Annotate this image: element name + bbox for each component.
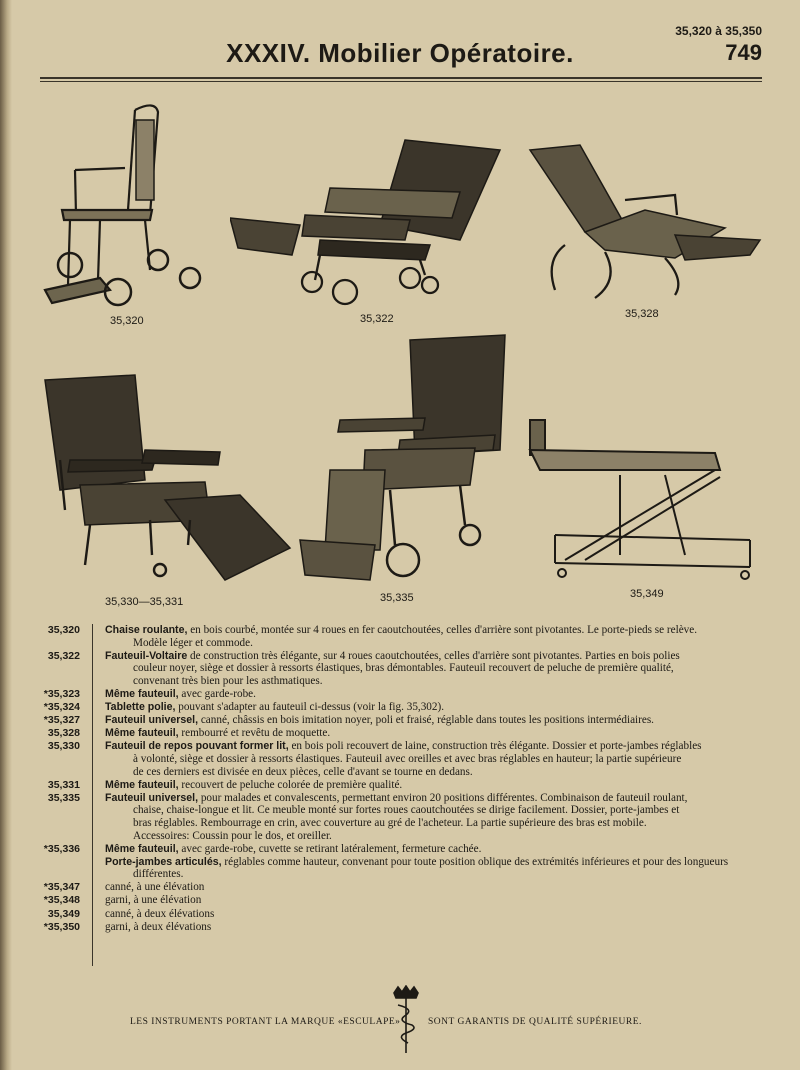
entry-description (105, 894, 765, 907)
entry-description (105, 779, 765, 792)
figure-wing-armchair (40, 370, 295, 595)
leg-rest-illustration (525, 415, 755, 585)
wheelchair-illustration (40, 100, 215, 315)
catalog-entry (40, 792, 765, 842)
product-name: Fauteuil universel, (105, 714, 199, 727)
catalog-entry (40, 779, 765, 792)
catalog-number: *35,336 (43, 842, 80, 855)
description-line (105, 921, 765, 934)
figure-caption: 35,330—35,331 (105, 596, 184, 608)
product-name: Fauteuil-Voltaire (105, 649, 188, 662)
entry-description (105, 856, 765, 881)
product-name: Porte-jambes articulés, (105, 855, 222, 868)
description-continuation: Modèle léger et commode. (133, 636, 253, 649)
entry-description (105, 881, 765, 894)
product-name: Même fauteuil, (105, 727, 179, 740)
description-text: recouvert de peluche colorée de première qualité. (181, 778, 403, 791)
entry-description (105, 624, 765, 649)
description-text: réglables comme hauteur, convenant pour toute position oblique des extrémités inférieures et pour des longueurs (224, 855, 729, 868)
figure-leg-rest (525, 415, 755, 585)
entry-description (105, 908, 765, 921)
chaise-longue-illustration (525, 140, 765, 305)
catalog-number: *35,324 (43, 701, 80, 714)
description-line (105, 740, 765, 753)
caduceus-crown-emblem (386, 985, 426, 1055)
description-text: en bois poli recouvert de laine, construction très élégante. Dossier et porte-jambes réglables (291, 740, 702, 753)
entry-description (105, 740, 765, 778)
catalog-entry (40, 843, 765, 856)
product-name: Fauteuil de repos pouvant former lit, (105, 740, 289, 753)
description-line (105, 701, 765, 714)
description-line (105, 727, 765, 740)
product-listing (40, 624, 765, 934)
description-text: canné, à une élévation (105, 881, 205, 894)
description-text: en bois courbé, montée sur 4 roues en fer caoutchoutées, celles d'arrière sont pivotantes. Le porte-pieds se relève. (190, 624, 698, 636)
description-continuation: différentes. (133, 868, 184, 881)
page-footer (0, 985, 800, 1055)
entry-description (105, 792, 765, 842)
invalid-chair-illustration (295, 330, 515, 590)
entry-description (105, 650, 765, 688)
description-text: avec garde-robe. (181, 687, 256, 700)
catalog-number: *35,350 (43, 920, 80, 933)
description-continuation: bras réglables. Rembourrage en crin, avec couverture au gré de l'acheteur. La partie supérieure des bras est mobile. (133, 816, 647, 829)
figure-wheelchair (40, 100, 215, 315)
catalog-number: *35,327 (43, 714, 80, 727)
figure-caption: 35,322 (360, 313, 394, 325)
description-text: pouvant s'adapter au fauteuil ci-dessus (voir la fig. 35,302). (178, 701, 445, 714)
reclining-chair-illustration (230, 130, 510, 310)
description-line (105, 908, 765, 921)
entry-description (105, 701, 765, 714)
page-range: 35,320 à 35,350 (675, 24, 762, 38)
product-name: Même fauteuil, (105, 687, 179, 700)
description-continuation: convenant très bien pour les asthmatiques. (133, 674, 323, 687)
description-line (105, 856, 765, 869)
product-name: Fauteuil universel, (105, 791, 199, 804)
description-text: de construction très élégante, sur 4 roues caoutchoutées, celles d'arrière sont pivotantes. Parties en bois polies (190, 649, 680, 662)
description-text: garni, à une élévation (105, 894, 202, 907)
description-continuation: de ces derniers est divisée en deux pièces, celle d'avant se tourne en dedans. (133, 765, 473, 778)
figure-caption: 35,328 (625, 308, 659, 320)
product-name: Chaise roulante, (105, 624, 188, 636)
product-name: Même fauteuil, (105, 778, 179, 791)
description-text: canné, châssis en bois imitation noyer, poli et fraisé, réglable dans toutes les positions intermédiaires. (200, 714, 654, 727)
catalog-number: *35,347 (43, 881, 80, 894)
catalog-number: 35,320 (47, 624, 80, 636)
description-line (105, 881, 765, 894)
catalog-number (40, 856, 80, 881)
entry-description (105, 921, 765, 934)
description-line (105, 688, 765, 701)
catalog-number: 35,331 (47, 778, 80, 791)
catalog-entry (40, 688, 765, 701)
catalog-entry (40, 650, 765, 688)
figure-reclining-chair (230, 130, 510, 310)
description-text: rembourré et revêtu de moquette. (181, 727, 331, 740)
description-text: canné, à deux élévations (105, 907, 215, 920)
description-text: avec garde-robe, cuvette se retirant latéralement, fermeture cachée. (181, 842, 482, 855)
description-line (105, 792, 765, 805)
catalog-entry (40, 714, 765, 727)
description-line (105, 894, 765, 907)
description-line (105, 843, 765, 856)
entry-description (105, 727, 765, 740)
catalog-number: 35,349 (47, 907, 80, 920)
description-text: pour malades et convalescents, permettant environ 20 positions différentes. Combinaison de fauteuil roulant, (200, 791, 688, 804)
catalog-entry (40, 740, 765, 778)
catalog-entry (40, 921, 765, 934)
entry-description (105, 688, 765, 701)
catalog-number: 35,330 (47, 740, 80, 753)
catalog-entry (40, 881, 765, 894)
page-title: XXXIV. Mobilier Opératoire. (226, 38, 574, 68)
description-line (105, 650, 765, 663)
catalog-entry (40, 894, 765, 907)
catalog-entry (40, 727, 765, 740)
catalog-entry (40, 624, 765, 649)
description-line (105, 714, 765, 727)
product-name: Même fauteuil, (105, 842, 179, 855)
page-binding-shadow (0, 0, 12, 1070)
catalog-entry (40, 701, 765, 714)
description-line (105, 624, 765, 637)
catalog-entry (40, 908, 765, 921)
catalog-number: 35,322 (47, 649, 80, 662)
header-rule-thin (40, 81, 762, 82)
wing-armchair-illustration (40, 370, 295, 595)
catalog-number: *35,323 (43, 687, 80, 700)
catalog-number: 35,328 (47, 727, 80, 740)
catalog-number: 35,335 (47, 791, 80, 804)
entry-description (105, 714, 765, 727)
description-continuation: à volonté, siège et dossier à ressorts élastiques. Fauteuil avec oreilles et avec bras réglables en hauteur; la partie supérieure (133, 752, 682, 765)
product-name: Tablette polie, (105, 701, 176, 714)
catalog-number: *35,348 (43, 894, 80, 907)
figure-invalid-chair (295, 330, 515, 590)
figure-caption: 35,320 (110, 315, 144, 327)
figure-caption: 35,335 (380, 592, 414, 604)
description-continuation: Accessoires: Coussin pour le dos, et oreiller. (133, 829, 332, 842)
footer-text-right: SONT GARANTIS DE QUALITÉ SUPÉRIEURE. (428, 1017, 642, 1027)
figure-caption: 35,349 (630, 588, 664, 600)
entry-description (105, 843, 765, 856)
page-number: 749 (725, 40, 762, 65)
header-rule (40, 77, 762, 79)
description-line (105, 779, 765, 792)
description-continuation: couleur noyer, siège et dossier à ressorts élastiques, bras démontables. Fauteuil recouvert de peluche de première qualité, (133, 662, 674, 675)
catalog-entry (40, 856, 765, 881)
footer-text-left: LES INSTRUMENTS PORTANT LA MARQUE «ESCULAPE» (130, 1017, 401, 1027)
description-text: garni, à deux élévations (105, 920, 212, 933)
description-continuation: chaise, chaise-longue et lit. Ce meuble monté sur fortes roues caoutchoutées se dirige facilement. Dossier, porte-jambes et (133, 804, 680, 817)
figure-chaise-longue (525, 140, 765, 305)
